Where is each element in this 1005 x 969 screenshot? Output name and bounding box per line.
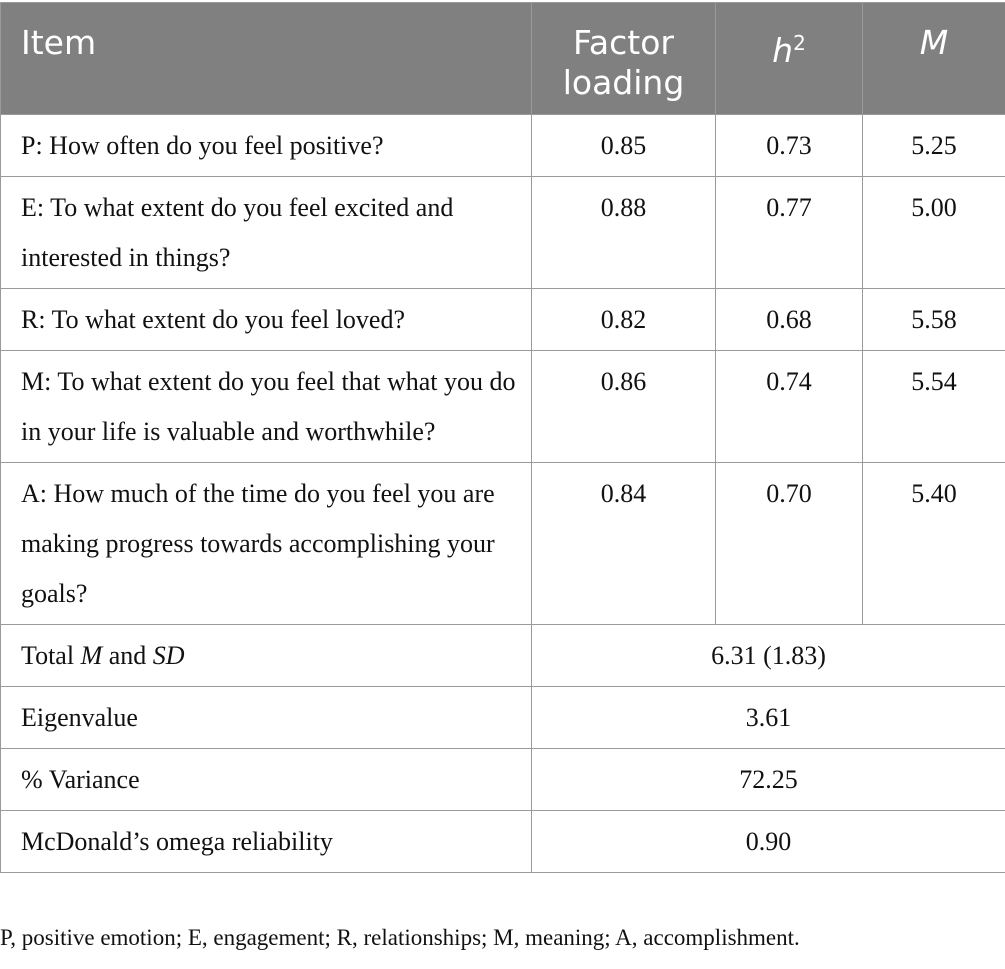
variance-label: % Variance (1, 749, 532, 811)
header-h-var: h (772, 31, 794, 70)
row-mean: 5.54 (863, 351, 1005, 463)
factor-table (0, 2, 1005, 873)
row-h2: 0.77 (716, 177, 863, 289)
total-label (1, 625, 532, 687)
row-item: P: How often do you feel positive? (1, 115, 532, 177)
omega-value: 0.90 (532, 811, 1005, 873)
variance-value: 72.25 (532, 749, 1005, 811)
row-factor-loading: 0.84 (532, 463, 716, 625)
table-row (1, 115, 1005, 177)
row-mean: 5.25 (863, 115, 1005, 177)
row-item: A: How much of the time do you feel you are making progress towards accomplishing your goals? (1, 463, 532, 625)
row-factor-loading: 0.82 (532, 289, 716, 351)
table-row (1, 463, 1005, 625)
total-value: 6.31 (1.83) (532, 625, 1005, 687)
total-label-prefix: Total (21, 641, 81, 670)
row-item: E: To what extent do you feel excited and interested in things? (1, 177, 532, 289)
row-item: M: To what extent do you feel that what you do in your life is valuable and worthwhile? (1, 351, 532, 463)
row-factor-loading: 0.85 (532, 115, 716, 177)
header-h-sup: 2 (793, 31, 806, 55)
total-row (1, 625, 1005, 687)
header-row (1, 3, 1005, 115)
header-mean (863, 3, 1005, 115)
row-factor-loading: 0.88 (532, 177, 716, 289)
table-row (1, 289, 1005, 351)
header-mean-label: M (919, 23, 949, 62)
table-row (1, 351, 1005, 463)
total-label-sd: SD (152, 641, 185, 670)
table-footnote: P, positive emotion; E, engagement; R, relationships; M, meaning; A, accomplishment. (0, 925, 800, 950)
row-mean: 5.58 (863, 289, 1005, 351)
header-item: Item (1, 3, 532, 115)
eigenvalue-value: 3.61 (532, 687, 1005, 749)
row-h2: 0.70 (716, 463, 863, 625)
total-label-m: M (80, 641, 103, 670)
total-label-mid: and (102, 641, 153, 670)
row-h2: 0.73 (716, 115, 863, 177)
row-item: R: To what extent do you feel loved? (1, 289, 532, 351)
variance-row (1, 749, 1005, 811)
row-mean: 5.00 (863, 177, 1005, 289)
header-factor-loading: Factor loading (532, 3, 716, 115)
row-h2: 0.74 (716, 351, 863, 463)
row-factor-loading: 0.86 (532, 351, 716, 463)
omega-row (1, 811, 1005, 873)
omega-label: McDonald’s omega reliability (1, 811, 532, 873)
table-row (1, 177, 1005, 289)
row-h2: 0.68 (716, 289, 863, 351)
eigenvalue-row (1, 687, 1005, 749)
header-h2 (716, 3, 863, 115)
row-mean: 5.40 (863, 463, 1005, 625)
eigenvalue-label: Eigenvalue (1, 687, 532, 749)
